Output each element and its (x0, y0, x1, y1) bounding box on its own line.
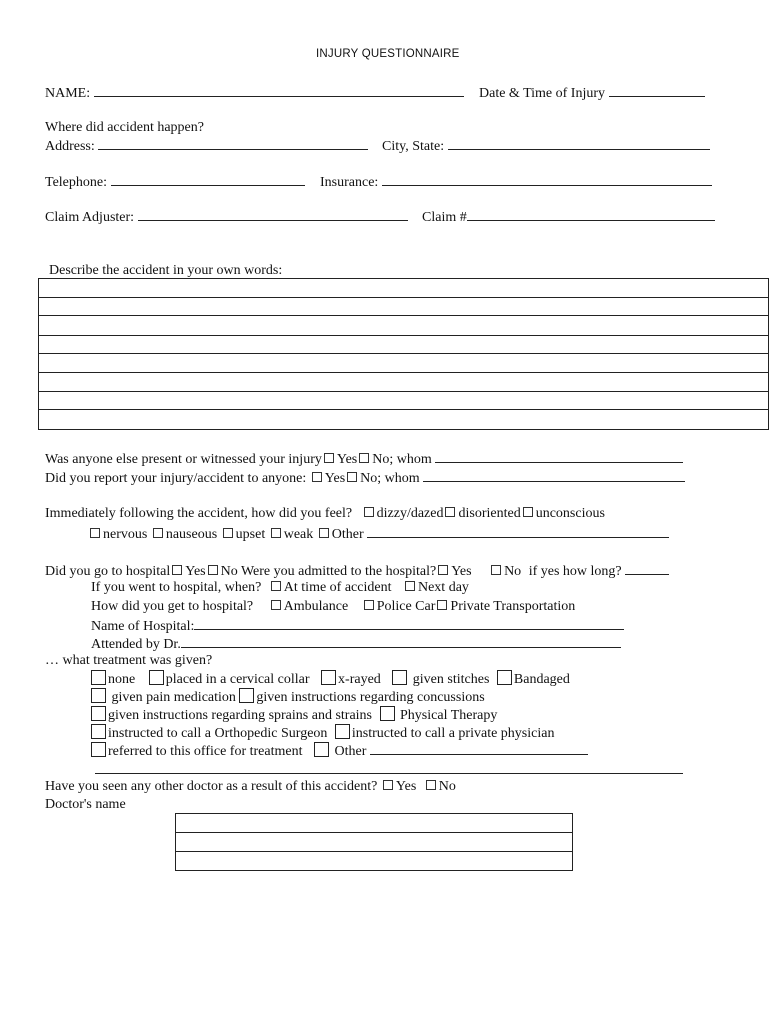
hospital-how-question: How did you get to hospital? (91, 599, 254, 614)
dizzy-label: dizzy/dazed (376, 506, 444, 521)
admitted-question: No Were you admitted to the hospital? (220, 564, 437, 579)
witness-no-label: No; whom (372, 452, 432, 467)
other-doctor-no-label: No (438, 779, 456, 794)
other-doctor-yes-label: Yes (395, 779, 417, 794)
doctor-name-box[interactable] (175, 813, 573, 871)
describe-line[interactable] (39, 316, 768, 336)
claim-adjuster-label: Claim Adjuster: (45, 210, 135, 225)
doctor-name-line[interactable] (176, 852, 572, 870)
nervous-checkbox[interactable] (90, 528, 100, 538)
private-transport-checkbox[interactable] (437, 600, 447, 610)
attended-field[interactable] (181, 635, 621, 648)
hospital-no-checkbox[interactable] (208, 565, 218, 575)
treatment-row-1 (91, 670, 570, 688)
none-label: none (108, 672, 136, 687)
witness-no-checkbox[interactable] (359, 453, 369, 463)
pain-medication-checkbox[interactable] (91, 688, 106, 703)
orthopedic-checkbox[interactable] (91, 724, 106, 739)
concussion-instructions-label: given instructions regarding concussions (256, 690, 485, 705)
report-question: Did you report your injury/accident to anyone: (45, 471, 307, 486)
doctor-name-line[interactable] (176, 833, 572, 852)
city-state-row (382, 137, 710, 155)
other-doctor-question: Have you seen any other doctor as a result of this accident? (45, 779, 378, 794)
hospital-name-field[interactable] (194, 617, 624, 630)
claim-adjuster-field[interactable] (138, 208, 408, 221)
hospital-name-label: Name of Hospital: (91, 619, 195, 634)
claim-number-field[interactable] (467, 208, 715, 221)
ambulance-checkbox[interactable] (271, 600, 281, 610)
next-day-checkbox[interactable] (405, 581, 415, 591)
date-time-row (479, 84, 705, 102)
city-state-field[interactable] (448, 137, 710, 150)
other-doctor-yes-checkbox[interactable] (383, 780, 393, 790)
feel-other-label: Other (331, 527, 364, 542)
date-time-label: Date & Time of Injury (479, 86, 605, 101)
other-doctor-row (45, 779, 456, 795)
bandaged-label: Bandaged (513, 672, 570, 687)
orthopedic-label: instructed to call a Orthopedic Surgeon (108, 726, 328, 741)
treatment-other-field[interactable] (370, 742, 588, 755)
disoriented-label: disoriented (458, 506, 521, 521)
claim-number-label: Claim # (422, 210, 467, 225)
describe-line[interactable] (39, 298, 768, 316)
stitches-checkbox[interactable] (392, 670, 407, 685)
feel-other-checkbox[interactable] (319, 528, 329, 538)
cervical-collar-label: placed in a cervical collar (165, 672, 310, 687)
admitted-no-label: No (504, 564, 522, 579)
concussion-instructions-checkbox[interactable] (239, 688, 254, 703)
report-no-checkbox[interactable] (347, 472, 357, 482)
hospital-how-row (91, 599, 575, 615)
name-label: NAME: (45, 86, 91, 101)
attended-label: Attended by Dr. (91, 637, 181, 652)
describe-line[interactable] (39, 354, 768, 373)
witness-yes-checkbox[interactable] (324, 453, 334, 463)
hospital-row (45, 562, 669, 580)
treatment-row-4 (91, 724, 554, 742)
at-time-label: At time of accident (283, 580, 392, 595)
insurance-row (320, 173, 712, 191)
nauseous-checkbox[interactable] (153, 528, 163, 538)
hospital-question: Did you go to hospital (45, 564, 171, 579)
report-yes-label: Yes (324, 471, 346, 486)
cervical-collar-checkbox[interactable] (149, 670, 164, 685)
police-car-label: Police Car (376, 599, 436, 614)
describe-lines-box[interactable] (38, 278, 769, 430)
report-row (45, 469, 685, 487)
describe-line[interactable] (39, 336, 768, 354)
how-long-field[interactable] (625, 562, 669, 575)
sprains-instructions-checkbox[interactable] (91, 706, 106, 721)
address-row (45, 137, 368, 155)
hospital-name-row (91, 617, 624, 635)
treatment-row-5 (91, 742, 588, 760)
city-state-label: City, State: (382, 139, 445, 154)
disoriented-checkbox[interactable] (445, 507, 455, 517)
x-rayed-checkbox[interactable] (321, 670, 336, 685)
nervous-label: nervous (103, 527, 148, 542)
describe-line[interactable] (39, 279, 768, 298)
feel-row-1 (45, 506, 605, 522)
pain-medication-label: given pain medication (111, 690, 236, 705)
insurance-label: Insurance: (320, 175, 379, 190)
describe-line[interactable] (39, 373, 768, 392)
witness-row (45, 450, 683, 468)
sprains-instructions-label: given instructions regarding sprains and strains (108, 708, 373, 723)
dizzy-checkbox[interactable] (364, 507, 374, 517)
next-day-label: Next day (417, 580, 469, 595)
treatment-question: … what treatment was given? (45, 653, 213, 668)
referred-label: referred to this office for treatment (108, 744, 303, 759)
telephone-label: Telephone: (45, 175, 107, 190)
referred-checkbox[interactable] (91, 742, 106, 757)
claim-number-row (422, 208, 715, 226)
witness-yes-label: Yes (336, 452, 358, 467)
x-rayed-label: x-rayed (338, 672, 381, 687)
report-yes-checkbox[interactable] (312, 472, 322, 482)
report-no-label: No; whom (360, 471, 420, 486)
treatment-row-3 (91, 706, 497, 724)
address-label: Address: (45, 139, 95, 154)
hospital-yes-label: Yes (185, 564, 206, 579)
weak-label: weak (283, 527, 314, 542)
treatment-other-checkbox[interactable] (314, 742, 329, 757)
other-doctor-no-checkbox[interactable] (426, 780, 436, 790)
nauseous-label: nauseous (165, 527, 218, 542)
unconscious-label: unconscious (535, 506, 605, 521)
name-row (45, 84, 464, 102)
hospital-when-row (91, 580, 469, 596)
feel-other-field[interactable] (367, 525, 669, 538)
at-time-checkbox[interactable] (271, 581, 281, 591)
report-whom-field[interactable] (423, 469, 685, 482)
claim-adjuster-row (45, 208, 408, 226)
hospital-when-question: If you went to hospital, when? (91, 580, 262, 595)
attended-row (91, 635, 621, 653)
treatment-extra-line[interactable] (95, 773, 683, 774)
none-checkbox[interactable] (91, 670, 106, 685)
where-label: Where did accident happen? (45, 120, 204, 135)
describe-label: Describe the accident in your own words: (49, 263, 283, 278)
weak-checkbox[interactable] (271, 528, 281, 538)
stitches-label: given stitches (412, 672, 490, 687)
admitted-yes-label: Yes (451, 564, 472, 579)
feel-row-2 (88, 525, 669, 543)
hospital-yes-checkbox[interactable] (172, 565, 182, 575)
admitted-no-checkbox[interactable] (491, 565, 501, 575)
name-field[interactable] (94, 84, 464, 97)
physical-therapy-label: Physical Therapy (400, 708, 498, 723)
feel-question: Immediately following the accident, how did you feel? (45, 506, 353, 521)
unconscious-checkbox[interactable] (523, 507, 533, 517)
admitted-yes-checkbox[interactable] (438, 565, 448, 575)
doctor-name-label: Doctor's name (45, 797, 126, 812)
private-physician-checkbox[interactable] (335, 724, 350, 739)
insurance-field[interactable] (382, 173, 712, 186)
bandaged-checkbox[interactable] (497, 670, 512, 685)
upset-label: upset (235, 527, 266, 542)
ambulance-label: Ambulance (283, 599, 349, 614)
date-time-field[interactable] (609, 84, 705, 97)
treatment-row-2 (91, 688, 485, 706)
how-long-label: if yes how long? (528, 564, 622, 579)
telephone-row (45, 173, 305, 191)
private-physician-label: instructed to call a private physician (351, 726, 555, 741)
treatment-other-label: Other (334, 744, 367, 759)
private-transport-label: Private Transportation (450, 599, 576, 614)
physical-therapy-checkbox[interactable] (380, 706, 395, 721)
witness-whom-field[interactable] (435, 450, 683, 463)
describe-line[interactable] (39, 392, 768, 410)
describe-line[interactable] (39, 410, 768, 428)
upset-checkbox[interactable] (223, 528, 233, 538)
doctor-name-line[interactable] (176, 814, 572, 833)
telephone-field[interactable] (111, 173, 305, 186)
address-field[interactable] (98, 137, 368, 150)
witness-question: Was anyone else present or witnessed your injury (45, 452, 322, 467)
police-car-checkbox[interactable] (364, 600, 374, 610)
page-title: INJURY QUESTIONNAIRE (316, 48, 460, 60)
